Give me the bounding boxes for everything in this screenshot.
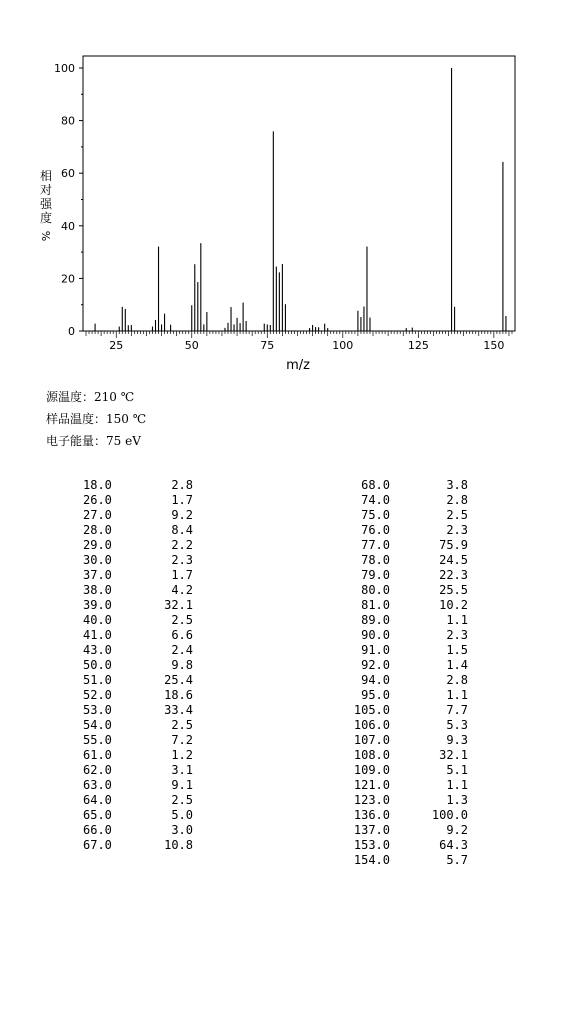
intensity-value: 100.0 (431, 808, 468, 822)
table-row (0, 613, 570, 628)
intensity-value: 3.8 (446, 478, 468, 492)
table-row (0, 643, 570, 658)
mz-value: 52.0 (83, 688, 112, 702)
mz-value: 121.0 (353, 778, 390, 792)
condition-label: 源温度： (46, 390, 95, 404)
mz-value: 76.0 (361, 523, 390, 537)
table-row (0, 853, 570, 868)
table-row (0, 553, 570, 568)
y-tick-label: 60 (61, 167, 75, 181)
mz-value: 92.0 (361, 658, 390, 672)
mz-value: 78.0 (361, 553, 390, 567)
y-tick-label: 20 (61, 272, 75, 286)
mz-value: 95.0 (361, 688, 390, 702)
mz-value: 94.0 (361, 673, 390, 687)
mz-value: 37.0 (83, 568, 112, 582)
table-row (0, 493, 570, 508)
condition-line (46, 388, 134, 405)
mz-value: 106.0 (353, 718, 390, 732)
intensity-value: 5.1 (446, 763, 468, 777)
mz-value: 40.0 (83, 613, 112, 627)
intensity-value: 2.4 (171, 643, 193, 657)
table-row (0, 823, 570, 838)
table-row (0, 568, 570, 583)
intensity-value: 7.2 (171, 733, 193, 747)
intensity-value: 2.3 (446, 523, 468, 537)
x-tick-label: 125 (407, 339, 429, 352)
intensity-value: 4.2 (171, 583, 193, 597)
mz-value: 53.0 (83, 703, 112, 717)
mz-value: 109.0 (353, 763, 390, 777)
table-row (0, 718, 570, 733)
table-row (0, 793, 570, 808)
mz-value: 65.0 (83, 808, 112, 822)
intensity-value: 10.8 (164, 838, 193, 852)
mz-value: 61.0 (83, 748, 112, 762)
mz-value: 80.0 (361, 583, 390, 597)
y-axis-unit: % (39, 230, 52, 242)
mz-value: 41.0 (83, 628, 112, 642)
intensity-value: 10.2 (439, 598, 468, 612)
mz-value: 105.0 (353, 703, 390, 717)
mz-value: 67.0 (83, 838, 112, 852)
intensity-value: 2.3 (171, 553, 193, 567)
intensity-value: 2.5 (171, 718, 193, 732)
y-axis-label (39, 168, 53, 241)
condition-label: 电子能量： (46, 434, 107, 448)
mz-value: 74.0 (361, 493, 390, 507)
table-row (0, 628, 570, 643)
mz-value: 28.0 (83, 523, 112, 537)
intensity-value: 33.4 (164, 703, 193, 717)
intensity-value: 1.7 (171, 568, 193, 582)
intensity-value: 75.9 (439, 538, 468, 552)
mz-value: 43.0 (83, 643, 112, 657)
mz-value: 18.0 (83, 478, 112, 492)
intensity-value: 22.3 (439, 568, 468, 582)
mz-value: 38.0 (83, 583, 112, 597)
intensity-value: 5.0 (171, 808, 193, 822)
intensity-value: 7.7 (446, 703, 468, 717)
plot-frame (83, 56, 515, 331)
mz-value: 75.0 (361, 508, 390, 522)
intensity-value: 8.4 (171, 523, 193, 537)
intensity-value: 24.5 (439, 553, 468, 567)
condition-label: 样品温度： (46, 412, 107, 426)
intensity-value: 2.3 (446, 628, 468, 642)
mz-value: 54.0 (83, 718, 112, 732)
intensity-value: 2.8 (171, 478, 193, 492)
intensity-value: 1.1 (446, 688, 468, 702)
y-tick-label: 40 (61, 219, 75, 233)
table-row (0, 688, 570, 703)
mz-value: 68.0 (361, 478, 390, 492)
table-row (0, 733, 570, 748)
intensity-value: 3.0 (171, 823, 193, 837)
mz-value: 29.0 (83, 538, 112, 552)
intensity-value: 1.1 (446, 613, 468, 627)
mz-value: 39.0 (83, 598, 112, 612)
condition-value: 210 ℃ (94, 390, 135, 404)
mz-value: 81.0 (361, 598, 390, 612)
table-row (0, 763, 570, 778)
table-row (0, 583, 570, 598)
intensity-value: 9.8 (171, 658, 193, 672)
intensity-value: 32.1 (164, 598, 193, 612)
table-row (0, 778, 570, 793)
intensity-value: 25.4 (164, 673, 193, 687)
y-axis-label-char: 度 (39, 211, 53, 225)
x-axis-label: m/z (286, 358, 310, 373)
intensity-value: 2.5 (171, 613, 193, 627)
intensity-value: 1.7 (171, 493, 193, 507)
intensity-value: 32.1 (439, 748, 468, 762)
table-row (0, 703, 570, 718)
table-row (0, 673, 570, 688)
intensity-value: 2.5 (171, 793, 193, 807)
x-tick-label: 100 (332, 339, 354, 352)
condition-value: 150 ℃ (106, 412, 147, 426)
intensity-value: 9.2 (446, 823, 468, 837)
y-tick-label: 80 (61, 114, 75, 128)
intensity-value: 9.2 (171, 508, 193, 522)
mz-value: 62.0 (83, 763, 112, 777)
mz-value: 66.0 (83, 823, 112, 837)
intensity-value: 2.8 (446, 673, 468, 687)
mz-value: 26.0 (83, 493, 112, 507)
intensity-value: 1.1 (446, 778, 468, 792)
mz-value: 123.0 (353, 793, 390, 807)
mz-value: 136.0 (353, 808, 390, 822)
intensity-value: 2.8 (446, 493, 468, 507)
condition-line (46, 410, 146, 427)
table-row (0, 598, 570, 613)
intensity-value: 1.5 (446, 643, 468, 657)
spectrum-peaks (95, 68, 506, 331)
mass-spectrum-chart (0, 0, 570, 380)
intensity-value: 9.1 (171, 778, 193, 792)
y-axis-label-char: 强 (39, 197, 53, 211)
intensity-value: 18.6 (164, 688, 193, 702)
mz-value: 153.0 (353, 838, 390, 852)
condition-line (46, 432, 141, 449)
mz-value: 30.0 (83, 553, 112, 567)
mz-value: 107.0 (353, 733, 390, 747)
mz-value: 64.0 (83, 793, 112, 807)
mz-value: 55.0 (83, 733, 112, 747)
x-tick-label: 25 (109, 339, 124, 352)
intensity-value: 1.4 (446, 658, 468, 672)
table-row (0, 538, 570, 553)
intensity-value: 5.7 (446, 853, 468, 867)
mz-value: 79.0 (361, 568, 390, 582)
mz-value: 108.0 (353, 748, 390, 762)
y-tick-label: 100 (54, 62, 75, 75)
mz-value: 90.0 (361, 628, 390, 642)
mz-value: 51.0 (83, 673, 112, 687)
intensity-value: 2.5 (446, 508, 468, 522)
mz-value: 63.0 (83, 778, 112, 792)
intensity-value: 9.3 (446, 733, 468, 747)
intensity-value: 25.5 (439, 583, 468, 597)
x-tick-label: 50 (184, 339, 199, 352)
table-row (0, 508, 570, 523)
table-row (0, 838, 570, 853)
y-tick-label: 0 (68, 325, 75, 338)
mz-value: 50.0 (83, 658, 112, 672)
y-axis-label-char: 对 (39, 183, 53, 197)
table-row (0, 658, 570, 673)
table-row (0, 523, 570, 538)
mz-value: 27.0 (83, 508, 112, 522)
condition-value: 75 eV (106, 434, 141, 448)
mz-value: 89.0 (361, 613, 390, 627)
intensity-value: 6.6 (171, 628, 193, 642)
mz-value: 91.0 (361, 643, 390, 657)
table-row (0, 808, 570, 823)
x-tick-label: 75 (260, 339, 275, 352)
mz-value: 154.0 (353, 853, 390, 867)
mz-value: 137.0 (353, 823, 390, 837)
intensity-value: 64.3 (439, 838, 468, 852)
table-row (0, 478, 570, 493)
plot-frame-rect (83, 56, 515, 331)
x-tick-label: 150 (483, 339, 505, 352)
intensity-value: 1.3 (446, 793, 468, 807)
intensity-value: 2.2 (171, 538, 193, 552)
intensity-value: 5.3 (446, 718, 468, 732)
intensity-value: 3.1 (171, 763, 193, 777)
mz-value: 77.0 (361, 538, 390, 552)
table-row (0, 748, 570, 763)
y-axis-label-char: 相 (39, 169, 53, 183)
intensity-value: 1.2 (171, 748, 193, 762)
